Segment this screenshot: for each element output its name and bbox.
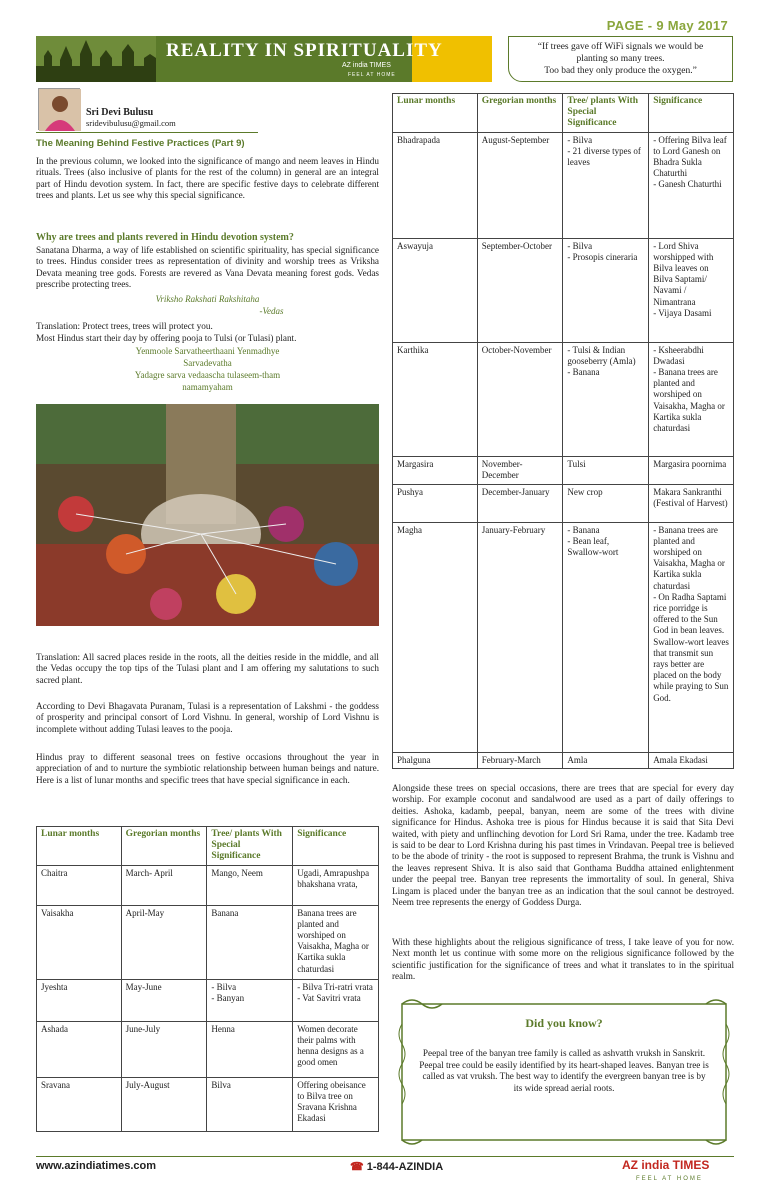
lunar-months-table-left — [36, 826, 379, 1132]
header-gregorian-months: Gregorian months — [121, 827, 207, 866]
quote-line-2: planting so many trees. — [576, 54, 665, 64]
paragraph-everyday-trees: Alongside these trees on special occasions, there are trees that are special for every day worship. For example coconut and sandalwood are used as a part of daily offerings to deities. Ashoka, kadamb, peepal, banyan, neem are some of the trees with divine significance for Hindus. Ashoka tree is pious for Hindus because it is said that Sita Devi waited, with piety and unflinching devotion for Lord Sri Rama, under the tree. Kadamb tree is said to be dear to Lord Krishna during his past times in Vrindavan. Peepal tree is believed to be the abode of trinity - the root is supposed to represent Brahma, the trunk is Vishnu and the leaves represent Shiva. It is also said that Gonthama Buddha attained enlightenment under the peepal tree. Banyan tree represents the immortality of soul. In general, Shiva Lingam is placed under the banyan tree as an indication that the soul cannot be destroyed. Neem tree represents the energy of Goddess Durga. — [392, 783, 734, 908]
cell-tree-plants: Henna — [207, 1021, 293, 1077]
banner-title: REALITY IN SPIRITUALITY — [166, 40, 443, 61]
phone-icon: ☎ — [350, 1161, 364, 1173]
cell-significance: - Banana trees are planted and worshiped on Vaisakha, Magha or Kartika sukla chaturdasi - On Radha Saptami rice porridge is offered to the Sun God in bean leaves. Swallow-wort leaves that transmit sun rays better are placed on the body while praying to Sun God. — [649, 522, 734, 752]
temple-silhouette-image — [36, 36, 156, 82]
cell-gregorian-month: August-September — [477, 132, 563, 238]
table-row — [393, 522, 734, 752]
cell-lunar-month: Bhadrapada — [393, 132, 478, 238]
table-row — [393, 342, 734, 456]
divider — [36, 132, 258, 133]
cell-tree-plants: Tulsi — [563, 456, 649, 484]
table-row — [37, 1021, 379, 1077]
cell-tree-plants: - Tulsi & Indian gooseberry (Amla) - Banana — [563, 342, 649, 456]
table-row — [37, 865, 379, 905]
translation-2: Translation: All sacred places reside in the roots, all the deities reside in the middle, and all the Vedas occupy the top tips of the Tulasi plant and I am offering my salutations to such sacred plant. — [36, 652, 379, 685]
table-row — [37, 979, 379, 1021]
cell-gregorian-month: September-October — [477, 238, 563, 342]
cell-lunar-month: Phalguna — [393, 752, 478, 768]
cell-gregorian-month: February-March — [477, 752, 563, 768]
table-row — [37, 905, 379, 979]
table-header-row — [37, 827, 379, 866]
section-banner — [36, 36, 492, 82]
paragraph-tulsi: Most Hindus start their day by offering pooja to Tulsi (or Tulasi) plant. — [36, 333, 297, 343]
footer-website-link[interactable]: www.azindiatimes.com — [36, 1160, 157, 1172]
cell-gregorian-month: July-August — [121, 1077, 207, 1131]
cell-significance: Offering obeisance to Bilva tree on Sravana Krishna Ekadasi — [293, 1077, 379, 1131]
section-subheading: Why are trees and plants revered in Hindu devotion system? — [36, 232, 294, 243]
author-name: Sri Devi Bulusu — [86, 107, 154, 118]
mantra-2-line-4: namamyaham — [182, 382, 233, 392]
cell-lunar-month: Aswayuja — [393, 238, 478, 342]
cell-lunar-month: Pushya — [393, 484, 478, 522]
paragraph-seasonal-trees: Hindus pray to different seasonal trees on festive occasions throughout the year in appreciation of and to nurture the symbiotic relationship between human beings and nature. Here is a list of lunar months and specific trees that have special significance in each. — [36, 752, 379, 785]
header-lunar-months: Lunar months — [37, 827, 122, 866]
cell-tree-plants: - Bilva - Prosopis cineraria — [563, 238, 649, 342]
cell-tree-plants: - Bilva - Banyan — [207, 979, 293, 1021]
cell-gregorian-month: November-December — [477, 456, 563, 484]
footer-divider — [36, 1156, 734, 1157]
lunar-months-table-right — [392, 93, 734, 769]
cell-tree-plants: New crop — [563, 484, 649, 522]
banner-tagline: FEEL AT HOME — [348, 72, 396, 78]
table-row — [393, 456, 734, 484]
header-lunar-months: Lunar months — [393, 94, 478, 133]
did-you-know-box — [396, 994, 732, 1150]
intro-paragraph: In the previous column, we looked into the significance of mango and neem leaves in Hindu rituals. Trees (also inclusive of plants for the rest of the column) in general are an integral part of Hindu devotion system. In fact, there are specific festive days to celebrate different trees and plants. Let us see why this special significance. — [36, 156, 379, 201]
header-significance: Significance — [649, 94, 734, 133]
article-heading: The Meaning Behind Festive Practices (Part 9) — [36, 138, 245, 149]
cell-lunar-month: Sravana — [37, 1077, 122, 1131]
cell-significance: Makara Sankranthi (Festival of Harvest) — [649, 484, 734, 522]
table-header-row — [393, 94, 734, 133]
footer-tagline: FEEL AT HOME — [636, 1176, 703, 1182]
mantra-2-line-2: Sarvadevatha — [183, 358, 232, 368]
cell-significance: Ugadi, Amrapushpa bhakshana vrata, — [293, 865, 379, 905]
mantra-2-line-3: Yadagre sarva vedaascha tulaseem-tham — [134, 370, 281, 380]
did-you-know-text: Peepal tree of the banyan tree family is called as ashvatth vruksh in Sanskrit. Peepal tree could be easily identified by its heart-shaped leaves. Banyan tree is called as vat vruksh. The best way to identify the evergreen banyan tree is by its wide spread aerial roots. — [419, 1048, 709, 1093]
cell-tree-plants: - Bilva - 21 diverse types of leaves — [563, 132, 649, 238]
cell-gregorian-month: March- April — [121, 865, 207, 905]
cell-gregorian-month: June-July — [121, 1021, 207, 1077]
cell-tree-plants: Mango, Neem — [207, 865, 293, 905]
cell-tree-plants: Amla — [563, 752, 649, 768]
header-significance: Significance — [293, 827, 379, 866]
mantra-1-line-2: -Vedas — [259, 306, 284, 316]
paragraph-lakshmi: According to Devi Bhagavata Puranam, Tulasi is a representation of Lakshmi - the goddess of prosperity and principal consort of Lord Vishnu. In general, worship of Lord Vishnu is incomplete without adding Tulasi leaves to the pooja. — [36, 701, 379, 734]
cell-tree-plants: Banana — [207, 905, 293, 979]
cell-significance: - Ksheerabdhi Dwadasi - Banana trees are planted and worshiped on Vaisakha, Magha or Kartika sukla chaturdasi — [649, 342, 734, 456]
cell-lunar-month: Ashada — [37, 1021, 122, 1077]
cell-lunar-month: Magha — [393, 522, 478, 752]
cell-lunar-month: Karthika — [393, 342, 478, 456]
cell-lunar-month: Jyeshta — [37, 979, 122, 1021]
quote-line-3: Too bad they only produce the oxygen.” — [544, 66, 697, 76]
cell-significance: Banana trees are planted and worshiped on Vaisakha, Magha or Kartika sukla chaturdasi — [293, 905, 379, 979]
translation-1: Translation: Protect trees, trees will protect you. — [36, 321, 213, 331]
mantra-2-line-1: Yenmoole Sarvatheerthaani Yenmadhye — [135, 346, 280, 356]
cell-significance: Amala Ekadasi — [649, 752, 734, 768]
cell-significance: Margasira poornima — [649, 456, 734, 484]
cell-significance: Women decorate their palms with henna designs as a good omen — [293, 1021, 379, 1077]
quote-line-1: “If trees gave off WiFi signals we would be — [537, 42, 704, 52]
footer-phone-number: 1-844-AZINDIA — [366, 1161, 444, 1173]
table-row — [393, 238, 734, 342]
table-row — [393, 752, 734, 768]
author-email[interactable]: sridevibulusu@gmail.com — [86, 118, 176, 128]
cell-gregorian-month: May-June — [121, 979, 207, 1021]
cell-gregorian-month: January-February — [477, 522, 563, 752]
cell-significance: - Lord Shiva worshipped with Bilva leaves on Bilva Saptami/ Navami / Nimantrana - Vijaya Dasami — [649, 238, 734, 342]
cell-gregorian-month: April-May — [121, 905, 207, 979]
footer-phone — [350, 1160, 443, 1173]
header-tree-plants: Tree/ plants With Special Significance — [563, 94, 649, 133]
cell-gregorian-month: December-January — [477, 484, 563, 522]
page-label: PAGE - 9 May 2017 — [606, 18, 728, 33]
paragraph-closing: With these highlights about the religious significance of tress, I take leave of you for now. Next month let us continue with some more on the religious significance followed by the scientific justification for the significance of trees and what it translates to in the spiritual realm. — [392, 937, 734, 982]
cell-significance: - Offering Bilva leaf to Lord Ganesh on Bhadra Sukla Chaturthi - Ganesh Chaturthi — [649, 132, 734, 238]
cell-tree-plants: Bilva — [207, 1077, 293, 1131]
cell-tree-plants: - Banana - Bean leaf, Swallow-wort — [563, 522, 649, 752]
did-you-know-title: Did you know? — [525, 1016, 603, 1030]
cell-lunar-month: Margasira — [393, 456, 478, 484]
banner-logo-text: AZ india TIMES — [342, 62, 391, 69]
paragraph-sanatana-dharma: Sanatana Dharma, a way of life established on scientific spirituality, has special significance to trees. Hindus consider trees as representation of divinity and worship trees as Vriksha Devata meaning tree gods. Forests are revered as Vana Devata meaning forest gods. Vedas prescribe protecting trees. — [36, 245, 379, 290]
table-row — [393, 484, 734, 522]
cell-lunar-month: Chaitra — [37, 865, 122, 905]
cell-significance: - Bilva Tri-ratri vrata - Vat Savitri vrata — [293, 979, 379, 1021]
cell-gregorian-month: October-November — [477, 342, 563, 456]
cell-lunar-month: Vaisakha — [37, 905, 122, 979]
mantra-1-line-1: Vriksho Rakshati Rakshitaha — [155, 294, 260, 304]
header-gregorian-months: Gregorian months — [477, 94, 563, 133]
footer-logo: AZ india TIMES — [622, 1158, 710, 1172]
table-row — [393, 132, 734, 238]
table-row — [37, 1077, 379, 1131]
festival-photo — [36, 404, 379, 626]
author-photo — [38, 88, 80, 130]
quote-box — [508, 36, 733, 82]
header-tree-plants: Tree/ plants With Special Significance — [207, 827, 293, 866]
